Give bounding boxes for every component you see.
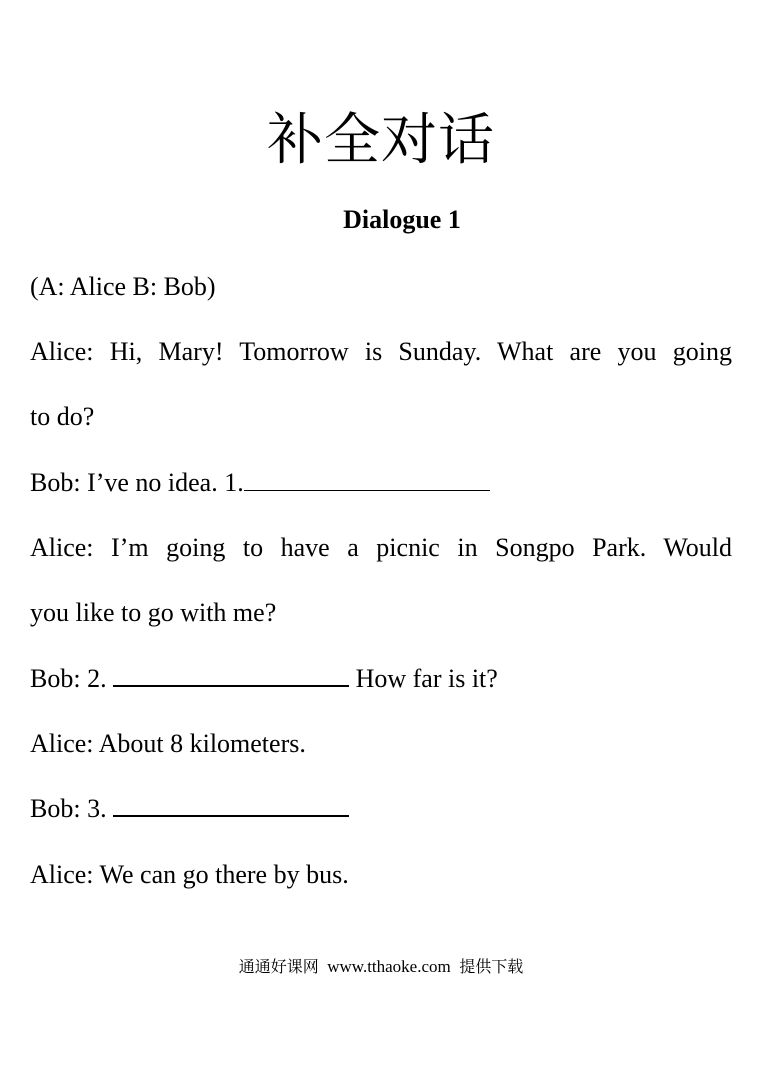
dialogue-line-alice-1a: Alice: Hi, Mary! Tomorrow is Sunday. What are you going [30,337,732,366]
dialogue-line-alice-3: Alice: About 8 kilometers. [30,729,306,758]
answer-blank-1[interactable] [244,470,490,491]
footer [0,956,762,978]
dialogue-line-text: Bob: 3. [30,794,114,823]
dialogue-line-alice-4: Alice: We can go there by bus. [30,860,349,889]
footer-url[interactable]: www.tthaoke.com [327,957,451,976]
speakers-line: (A: Alice B: Bob) [30,272,216,301]
dialogue-line-alice-1b: to do? [30,402,95,431]
dialogue-line-bob-2 [30,662,498,696]
answer-blank-2[interactable] [113,665,349,687]
dialogue-line-text: Bob: I’ve no idea. 1. [30,468,244,497]
dialogue-heading: Dialogue 1 [343,205,461,234]
dialogue-line-text: Bob: 2. [30,664,114,693]
dialogue-line-text: How far is it? [349,664,498,693]
dialogue-line-alice-2a: Alice: I’m going to have a picnic in Songpo Park. Would [30,533,732,562]
page-title: 补全对话 [267,108,495,173]
dialogue-line-alice-2b: you like to go with me? [30,598,277,627]
dialogue-line-bob-1 [30,466,490,500]
footer-download-text: 提供下载 [459,957,524,976]
answer-blank-3[interactable] [113,795,349,817]
footer-site-name: 通通好课网 [238,957,319,976]
dialogue-line-bob-3 [30,792,349,826]
